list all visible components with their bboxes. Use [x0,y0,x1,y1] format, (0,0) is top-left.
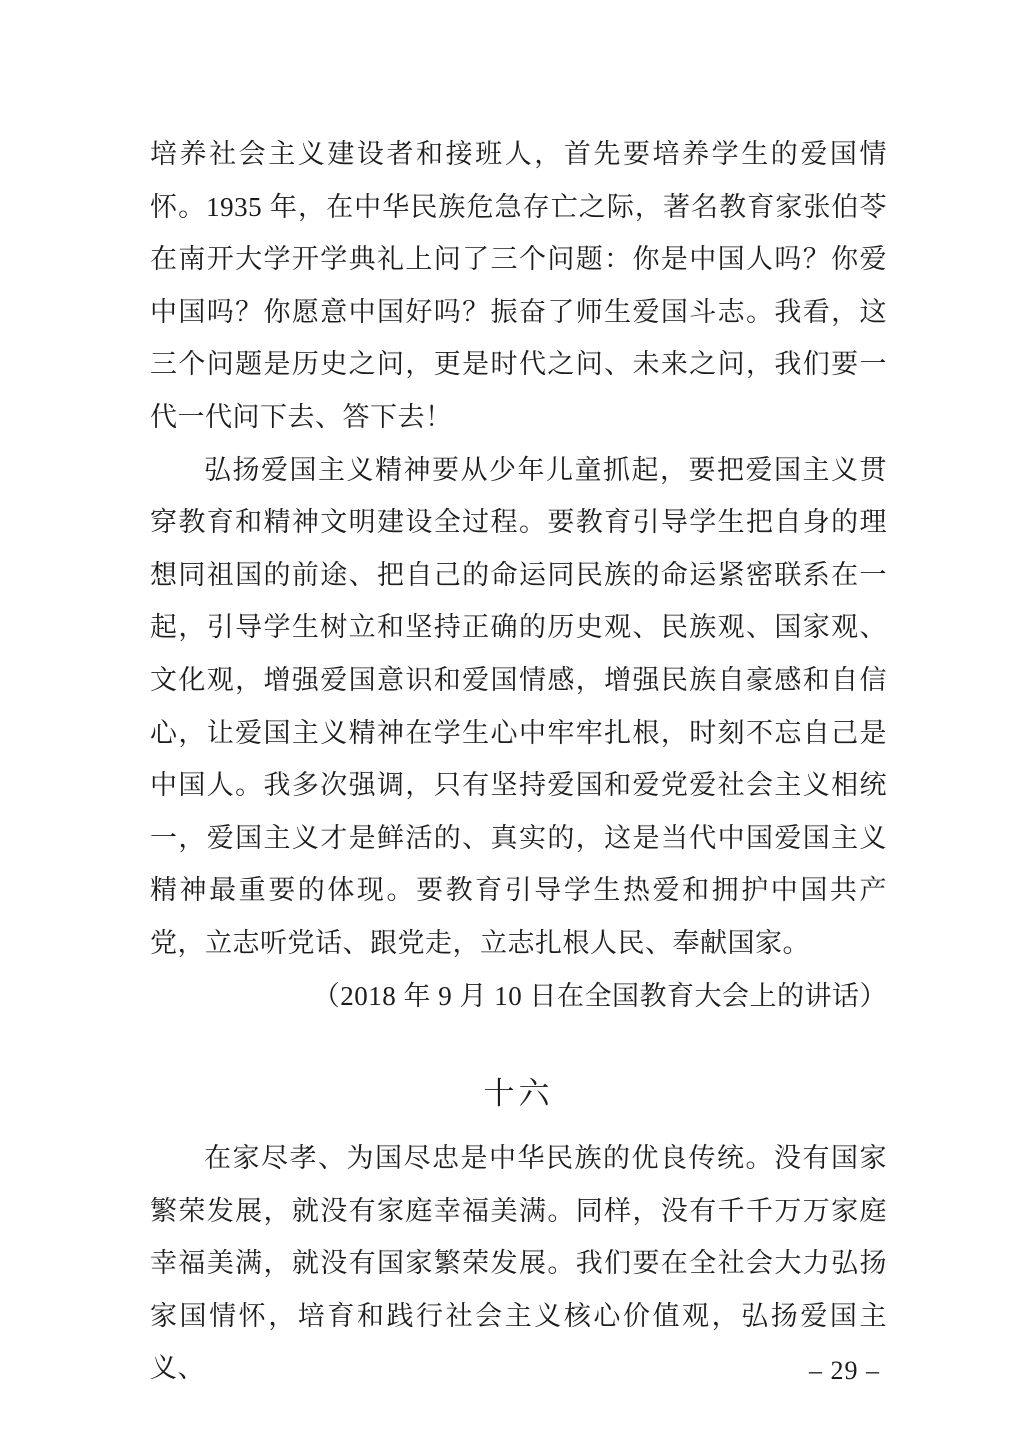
text-block [150,128,887,1395]
body-paragraph-continuation: 培养社会主义建设者和接班人，首先要培养学生的爱国情怀。1935 年，在中华民族危急存亡之际，著名教育家张伯苓在南开大学开学典礼上问了三个问题：你是中国人吗？你爱中国吗？你愿意中国好吗？振奋了师生爱国斗志。我看，这三个问题是历史之问，更是时代之问、未来之问，我们要一代一代问下去、答下去！ [150,139,887,432]
body-paragraph: 弘扬爱国主义精神要从少年儿童抓起，要把爱国主义贯穿教育和精神文明建设全过程。要教育引导学生把自身的理想同祖国的前途、把自己的命运同民族的命运紧密联系在一起，引导学生树立和坚持正确的历史观、民族观、国家观、文化观，增强爱国意识和爱国情感，增强民族自豪感和自信心，让爱国主义精神在学生心中牢牢扎根，时刻不忘自己是中国人。我多次强调，只有坚持爱国和爱党爱社会主义相统一，爱国主义才是鲜活的、真实的，这是当代中国爱国主义精神最重要的体现。要教育引导学生热爱和拥护中国共产党，立志听党话、跟党走，立志扎根人民、奉献国家。 [150,454,887,958]
section-heading: 十六 [483,1076,554,1112]
body-paragraph: 在家尽孝、为国尽忠是中华民族的优良传统。没有国家繁荣发展，就没有家庭幸福美满。同样，没有千千万万家庭幸福美满，就没有国家繁荣发展。我们要在全社会大力弘扬家国情怀，培育和践行社会主义核心价值观，弘扬爱国主义、 [150,1143,887,1384]
citation-line: （2018 年 9 月 10 日在全国教育大会上的讲话） [312,980,887,1011]
page-number: – 29 – [809,1356,880,1385]
